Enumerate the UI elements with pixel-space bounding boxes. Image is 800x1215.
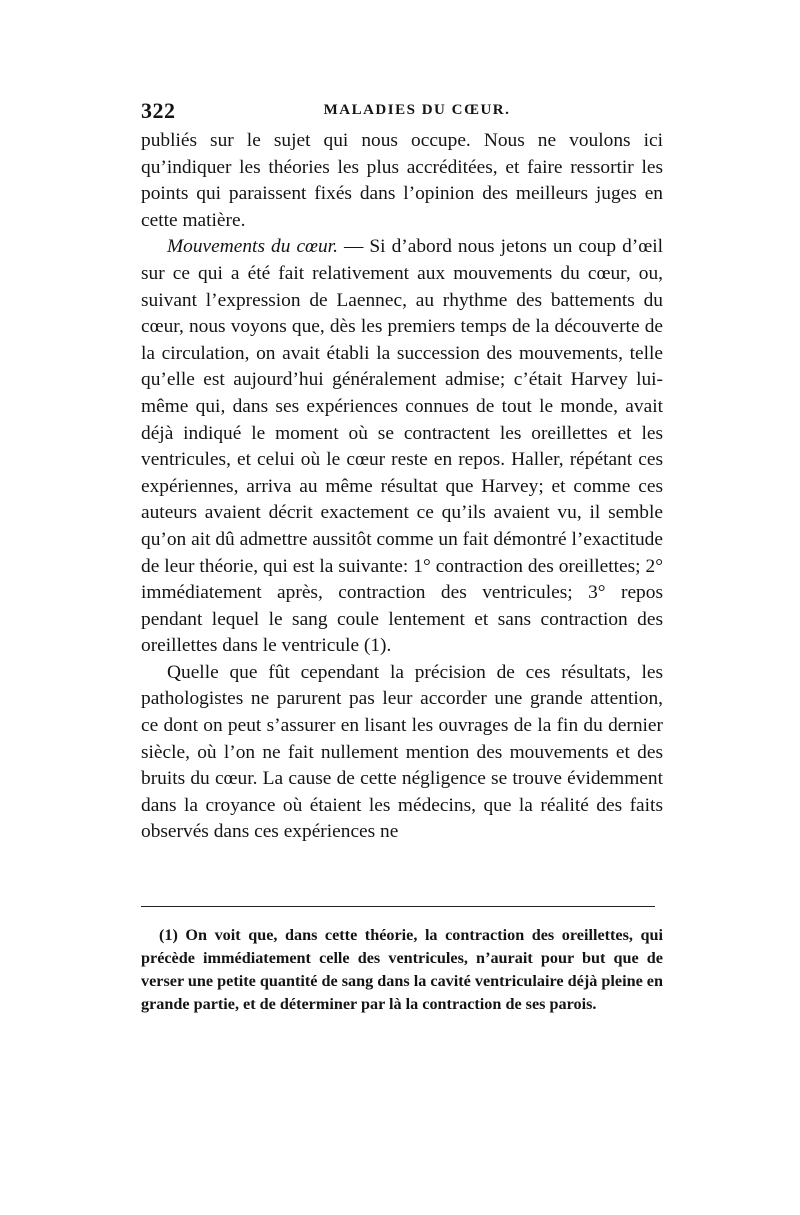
footnote-separator (141, 906, 655, 907)
footnote (141, 924, 663, 1016)
page-number: 322 (141, 98, 176, 123)
paragraph-1: publiés sur le sujet qui nous occupe. Nous ne voulons ici qu’indiquer les théories les plus accréditées, et faire ressortir les points qui paraissent fixés dans l’opinion des meilleurs juges en cette matière. (141, 130, 663, 231)
running-title: MALADIES DU CŒUR. (323, 102, 511, 118)
paragraph-2-text: — Si d’abord nous jetons un coup d’œil sur ce qui a été fait relativement aux mouvements du cœur, ou, suivant l’expression de Laennec, au rhythme des battements du cœur, nous voyons que, dès les premiers temps de la découverte de la circulation, on avait établi la succession des mouvements, telle qu’elle est aujourd’hui généralement admise; c’était Harvey lui-même qui, dans ses expériences connues de tout le monde, avait déjà indiqué le moment où se contractent les oreillettes et les ventricules, et celui où le cœur reste en repos. Haller, répétant ces expériennes, arriva au même résultat que Harvey; et comme ces auteurs avaient décrit exactement ce qu’ils avaient vu, il semble qu’on ait dû admettre aussitôt comme un fait démontré l’exactitude de leur théorie, qui est la suivante: 1° contraction des oreillettes; 2° immédiatement après, contraction des ventricules; 3° repos pendant lequel le sang coule lentement et sans contraction des oreillettes dans le ventricule (1). (141, 236, 664, 657)
paragraph-2 (141, 234, 663, 660)
footnote-text: (1) On voit que, dans cette théorie, la contraction des oreillettes, qui précède immédiatement celle des ventricules, n’aurait pour but que de verser une petite quantité de sang dans la cavité ventriculaire déjà pleine en grande partie, et de déterminer par là la contraction de ses parois. (141, 926, 663, 1013)
paragraph-3: Quelle que fût cependant la précision de ces résultats, les pathologistes ne parurent pas leur accorder une grande attention, ce dont on peut s’assurer en lisant les ouvrages de la fin du dernier siècle, où l’on ne fait nullement mention des mouvements et des bruits du cœur. La cause de cette négligence se trouve évidemment dans la croyance où étaient les médecins, que la réalité des faits observés dans ces expériences ne (141, 661, 663, 843)
main-text (141, 128, 663, 846)
page-header (141, 98, 663, 128)
section-lead-heading: Mouvements du cœur. (167, 236, 338, 258)
